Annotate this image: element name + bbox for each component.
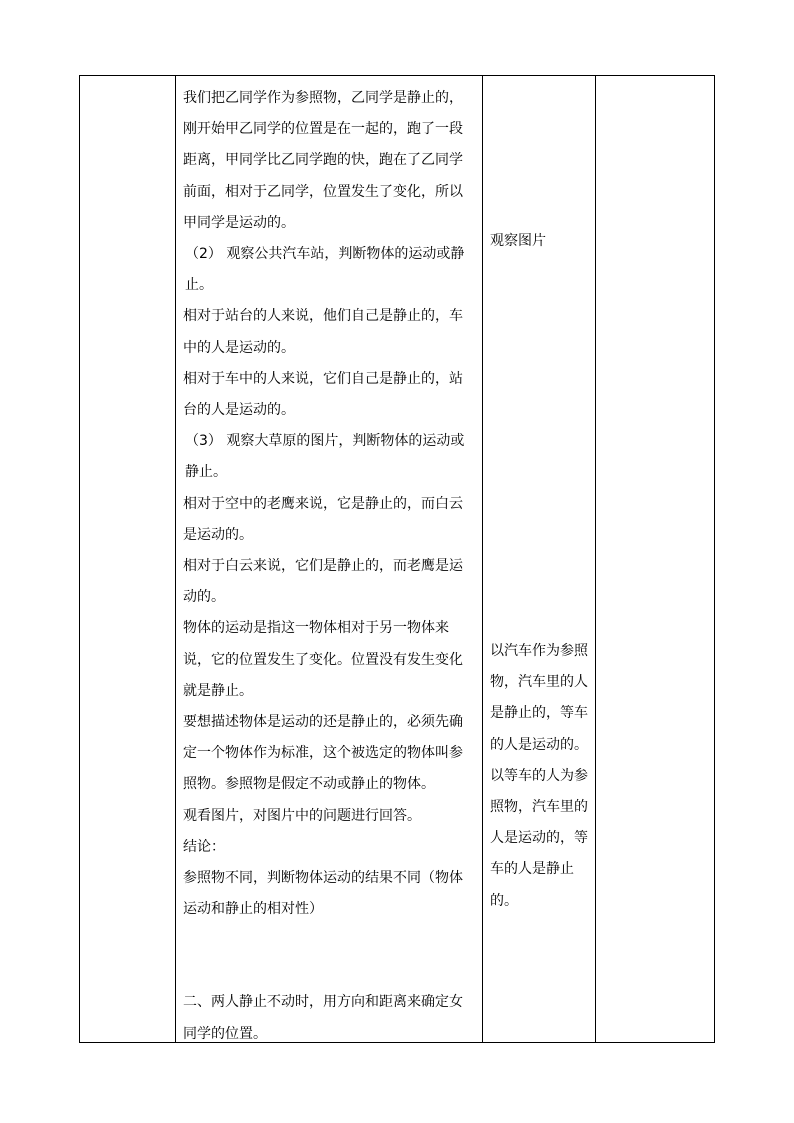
table-column-empty-left xyxy=(80,76,176,1042)
paragraph-motion-definition: 物体的运动是指这一物体相对于另一物体来说，它的位置发生了变化。位置没有发生变化就是静止。 xyxy=(183,620,463,699)
student-note-observe: 观察图片 xyxy=(490,233,546,249)
blank-space xyxy=(183,925,475,987)
paragraph-reference-definition: 要想描述物体是运动的还是静止的，必须先确定一个物体作为标准，这个被选定的物体叫参照物。参照物是假定不动或静止的物体。 xyxy=(183,714,463,793)
paragraph-conclusion-heading: 结论： xyxy=(183,838,225,855)
paragraph-picture-questions: 观看图片，对图片中的问题进行回答。 xyxy=(183,807,421,824)
table-column-empty-right xyxy=(596,76,715,1042)
lesson-table xyxy=(79,75,715,1043)
paragraph-cloud-view: 相对于白云来说，它们是静止的，而老鹰是运动的。 xyxy=(183,558,463,606)
paragraph-eagle-view: 相对于空中的老鹰来说，它是静止的，而白云是运动的。 xyxy=(183,495,463,543)
paragraph-platform-view: 相对于站台的人来说，他们自己是静止的，车中的人是运动的。 xyxy=(183,308,463,356)
table-column-student-activity xyxy=(483,76,596,1042)
paragraph-reference-example: 我们把乙同学作为参照物，乙同学是静止的，刚开始甲乙同学的位置是在一起的，跑了一段距离，甲同学比乙同学跑的快，跑在了乙同学前面，相对于乙同学，位置发生了变化，所以甲同学是运动的。 xyxy=(183,90,463,231)
paragraph-bus-view: 相对于车中的人来说，它们自己是静止的，站台的人是运动的。 xyxy=(183,370,463,419)
table-column-content xyxy=(176,76,483,1042)
paragraph-section-two: 二、两人静止不动时，用方向和距离来确定女同学的位置。 xyxy=(183,994,463,1042)
student-note-answer: 以汽车作为参照物，汽车里的人是静止的，等车的人是运动的。以等车的人为参照物，汽车里的人是运动的，等车的人是静止的。 xyxy=(490,643,588,909)
teaching-content xyxy=(183,83,475,1050)
paragraph-grassland-task: （3） 观察大草原的图片，判断物体的运动或静止。 xyxy=(185,433,465,481)
paragraph-bus-station-task: （2） 观察公共汽车站，判断物体的运动或静止。 xyxy=(185,246,465,294)
paragraph-conclusion: 参照物不同，判断物体运动的结果不同（物体运动和静止的相对性） xyxy=(183,870,463,918)
